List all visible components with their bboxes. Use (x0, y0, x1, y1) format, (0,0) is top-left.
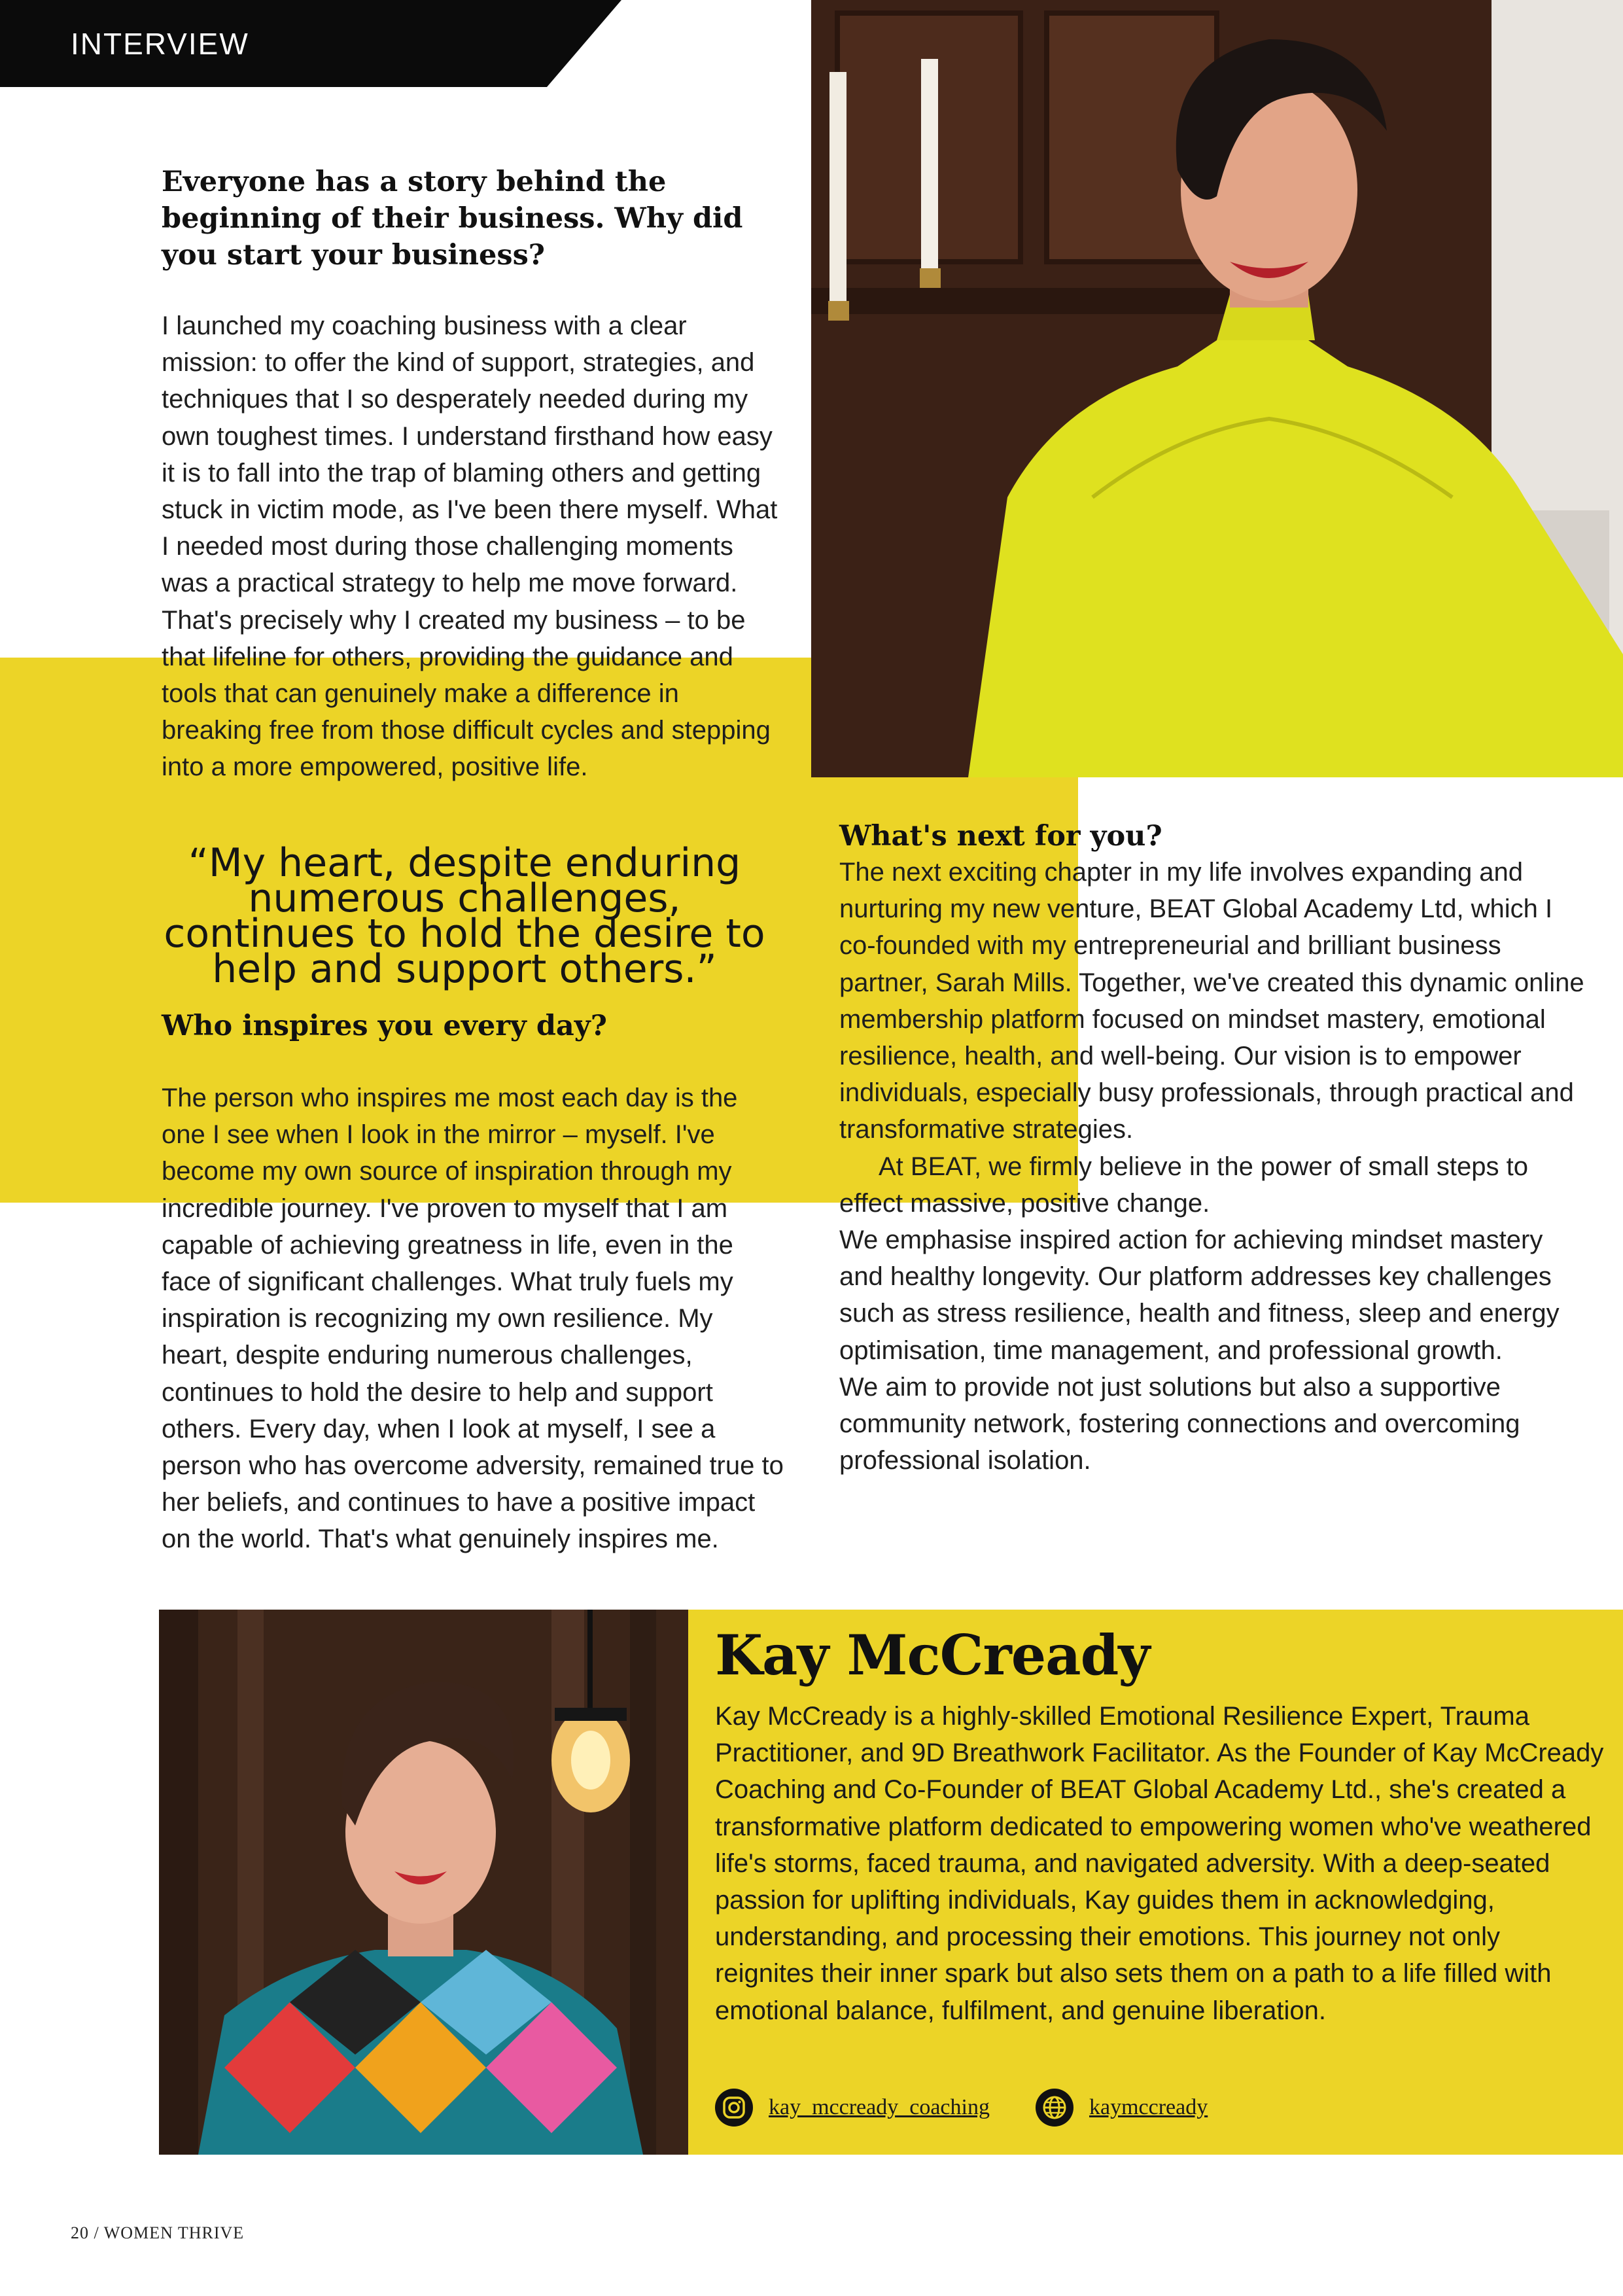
bio-name: Kay McCready (715, 1623, 1150, 1687)
instagram-icon (715, 2089, 753, 2127)
question-whats-next: What's next for you? (839, 820, 1162, 853)
globe-icon (1036, 2089, 1073, 2127)
answer-whats-next-p2: At BEAT, we firmly believe in the power of small steps to effect massive, positive change. (839, 1152, 1528, 1218)
instagram-handle-link[interactable]: kay_mccready_coaching (769, 2095, 990, 2119)
pull-quote: “My heart, despite enduring numerous challenges, continues to hold the desire to help and support others.” (164, 840, 765, 992)
website-link[interactable]: kaymccready (1089, 2095, 1208, 2119)
question-start-business: Everyone has a story behind the beginning of their business. Why did you start your business? (162, 166, 743, 272)
answer-inspiration-text: The person who inspires me most each day is the one I see when I look in the mirror – myself. I've become my own source of inspiration through my incredible journey. I've proven to myself that I am capable of achieving greatness in life, even in the face of significant challenges. What truly fuels my inspiration is recognizing my own resilience. My heart, despite enduring numerous challenges, continues to hold the desire to help and support others. Every day, when I look at myself, I see a person who has overcome adversity, remained true to her beliefs, and continues to have a positive impact on the world. That's what genuinely inspires me. (162, 1084, 784, 1554)
question-inspiration: Who inspires you every day? (162, 1010, 607, 1042)
answer-start-business (162, 308, 786, 786)
section-label: INTERVIEW (71, 27, 249, 61)
portrait-photo-yellow-top (811, 0, 1623, 777)
website-link-group[interactable] (1036, 2087, 1208, 2128)
bio-text: Kay McCready is a highly-skilled Emotional Resilience Expert, Trauma Practitioner, and 9D Breathwork Facilitator. As the Founder of Kay McCready Coaching and Co-Founder of BEAT Global Academy Ltd., she's created a transformative platform dedicated to empowering women who've weathered life's storms, faced trauma, and navigated adversity. With a deep-seated passion for uplifting individuals, Kay guides them in acknowledging, understanding, and processing their emotions. This journey not only reignites their inner spark but also sets them on a path to a life filled with emotional balance, fulfilment, and genuine liberation. (715, 1702, 1604, 2025)
answer-whats-next-p1: The next exciting chapter in my life involves expanding and nurturing my new venture, BEAT Global Academy Ltd, which I co-founded with my entrepreneurial and brilliant business partner, Sarah Mills. Together, we've created this dynamic online membership platform focused on mindset mastery, emotional resilience, health, and well-being. Our vision is to empower individuals, especially busy professionals, through practical and transformative strategies. (839, 858, 1584, 1144)
answer-whats-next-p4: We aim to provide not just solutions but also a supportive community network, fostering connections and overcoming professional isolation. (839, 1372, 1520, 1475)
portrait-photo-geometric-top (159, 1610, 688, 2155)
page-footer: 20 / WOMEN THRIVE (71, 2223, 245, 2242)
answer-start-business-text: I launched my coaching business with a clear mission: to offer the kind of support, strategies, and techniques that I so desperately needed during my own toughest times. I understand firsthand how easy it is to fall into the trap of blaming others and getting stuck in victim mode, as I've been there myself. What I needed most during those challenging moments was a practical strategy to help me move forward. That's precisely why I created my business – to be that lifeline for others, providing the guidance and tools that can genuinely make a difference in breaking free from those difficult cycles and stepping into a more empowered, positive life. (162, 311, 778, 782)
instagram-link-group[interactable] (715, 2087, 990, 2128)
answer-inspiration (162, 1080, 786, 1558)
answer-whats-next (839, 854, 1592, 1479)
answer-whats-next-p3: We emphasise inspired action for achieving mindset mastery and healthy longevity. Our platform addresses key challenges such as stress resilience, health and fitness, sleep and energy optimisation, time management, and professional growth. (839, 1226, 1560, 1365)
